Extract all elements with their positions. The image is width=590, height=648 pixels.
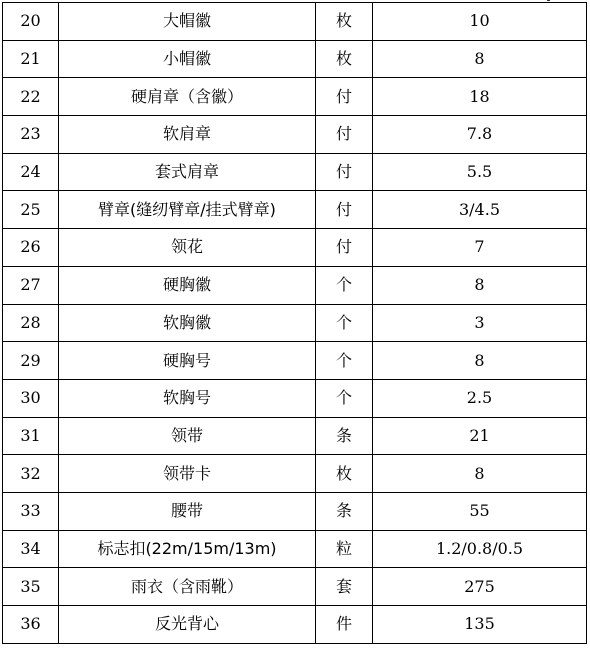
table-row (3, 606, 587, 644)
row-number: 28 (3, 304, 59, 342)
item-name: 雨衣（含雨靴） (59, 568, 316, 606)
item-name: 硬肩章（含徽） (59, 78, 316, 116)
item-unit: 套 (316, 568, 373, 606)
item-unit: 个 (316, 342, 373, 380)
item-price: 21 (373, 417, 587, 455)
item-unit: 条 (316, 492, 373, 530)
row-number: 29 (3, 342, 59, 380)
item-unit: 付 (316, 191, 373, 229)
item-name: 标志扣(22m/15m/13m) (59, 530, 316, 568)
row-number: 34 (3, 530, 59, 568)
item-price: 3/4.5 (373, 191, 587, 229)
item-unit: 粒 (316, 530, 373, 568)
item-name: 领带 (59, 417, 316, 455)
item-name: 软肩章 (59, 116, 316, 154)
table-row (3, 530, 587, 568)
table-row (3, 304, 587, 342)
row-number: 24 (3, 153, 59, 191)
item-unit: 付 (316, 229, 373, 267)
item-price: 8 (373, 342, 587, 380)
table-row (3, 266, 587, 304)
item-name: 硬胸号 (59, 342, 316, 380)
row-number: 26 (3, 229, 59, 267)
row-number: 31 (3, 417, 59, 455)
item-price: 8 (373, 40, 587, 78)
item-unit: 个 (316, 266, 373, 304)
item-price: 8 (373, 266, 587, 304)
item-name: 软胸号 (59, 379, 316, 417)
table-row (3, 153, 587, 191)
item-price: 7 (373, 229, 587, 267)
item-price: 8 (373, 455, 587, 493)
row-number: 21 (3, 40, 59, 78)
table-row (3, 116, 587, 154)
row-number: 32 (3, 455, 59, 493)
table-body (3, 3, 587, 644)
item-price: 2.5 (373, 379, 587, 417)
table-row (3, 40, 587, 78)
item-unit: 枚 (316, 3, 373, 41)
item-name: 大帽徽 (59, 3, 316, 41)
table-row (3, 455, 587, 493)
item-unit: 件 (316, 606, 373, 644)
item-price: 10 (373, 3, 587, 41)
table-row (3, 568, 587, 606)
item-name: 臂章(缝纫臂章/挂式臂章) (59, 191, 316, 229)
row-number: 36 (3, 606, 59, 644)
row-number: 20 (3, 3, 59, 41)
item-price: 7.8 (373, 116, 587, 154)
item-unit: 付 (316, 153, 373, 191)
item-price: 1.2/0.8/0.5 (373, 530, 587, 568)
item-name: 套式肩章 (59, 153, 316, 191)
row-number: 27 (3, 266, 59, 304)
table-row (3, 191, 587, 229)
item-price: 18 (373, 78, 587, 116)
table-row (3, 229, 587, 267)
item-name: 小帽徽 (59, 40, 316, 78)
table-row (3, 342, 587, 380)
item-unit: 付 (316, 116, 373, 154)
row-number: 33 (3, 492, 59, 530)
item-unit: 枚 (316, 455, 373, 493)
row-number: 23 (3, 116, 59, 154)
item-price: 135 (373, 606, 587, 644)
item-unit: 付 (316, 78, 373, 116)
item-price: 5.5 (373, 153, 587, 191)
item-price: 3 (373, 304, 587, 342)
item-name: 腰带 (59, 492, 316, 530)
item-unit: 个 (316, 304, 373, 342)
row-number: 25 (3, 191, 59, 229)
table-row (3, 417, 587, 455)
item-name: 领花 (59, 229, 316, 267)
item-price: 275 (373, 568, 587, 606)
table-row (3, 3, 587, 41)
table-row (3, 492, 587, 530)
item-unit: 条 (316, 417, 373, 455)
table-row (3, 78, 587, 116)
item-name: 硬胸徽 (59, 266, 316, 304)
row-number: 30 (3, 379, 59, 417)
item-name: 软胸徽 (59, 304, 316, 342)
item-price: 55 (373, 492, 587, 530)
row-number: 35 (3, 568, 59, 606)
item-unit: 枚 (316, 40, 373, 78)
row-number: 22 (3, 78, 59, 116)
item-name: 反光背心 (59, 606, 316, 644)
price-table (2, 2, 587, 644)
item-unit: 个 (316, 379, 373, 417)
table-row (3, 379, 587, 417)
item-name: 领带卡 (59, 455, 316, 493)
